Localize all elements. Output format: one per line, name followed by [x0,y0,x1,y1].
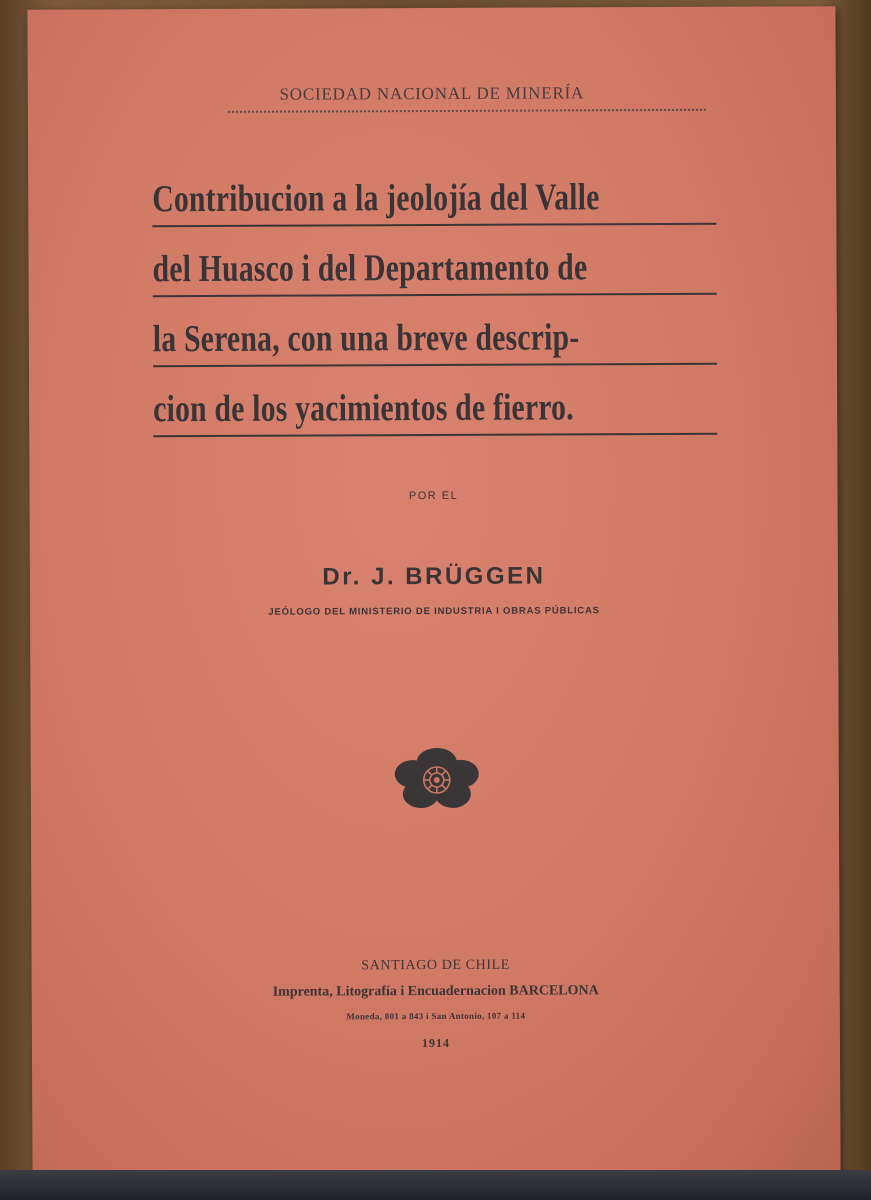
book-title [152,167,717,437]
title-line: del Huasco i del Departamento de [152,225,716,297]
title-line: la Serena, con una breve descrip- [153,295,717,367]
flower-ornament-icon [393,746,481,812]
society-name: SOCIEDAD NACIONAL DE MINERÍA [279,83,585,104]
author-role: JEÓLOGO DEL MINISTERIO DE INDUSTRIA I OBRAS PÚBLICAS [268,605,600,618]
title-line: cion de los yacimientos de fierro. [153,365,717,437]
book-cover [27,6,840,1188]
publication-city: SANTIAGO DE CHILE [361,957,510,974]
dotted-rule [228,109,706,113]
title-line: Contribucion a la jeolojía del Valle [152,167,716,227]
printer-address: Moneda, 801 a 843 i San Antonio, 107 a 114 [346,1010,526,1022]
byline: POR EL [408,489,459,503]
background-strip [0,1170,871,1200]
printer-name: Imprenta, Litografía i Encuadernacion BARCELONA [272,983,599,1000]
author-name: Dr. J. BRÜGGEN [322,562,546,591]
publication-year: 1914 [421,1035,450,1051]
